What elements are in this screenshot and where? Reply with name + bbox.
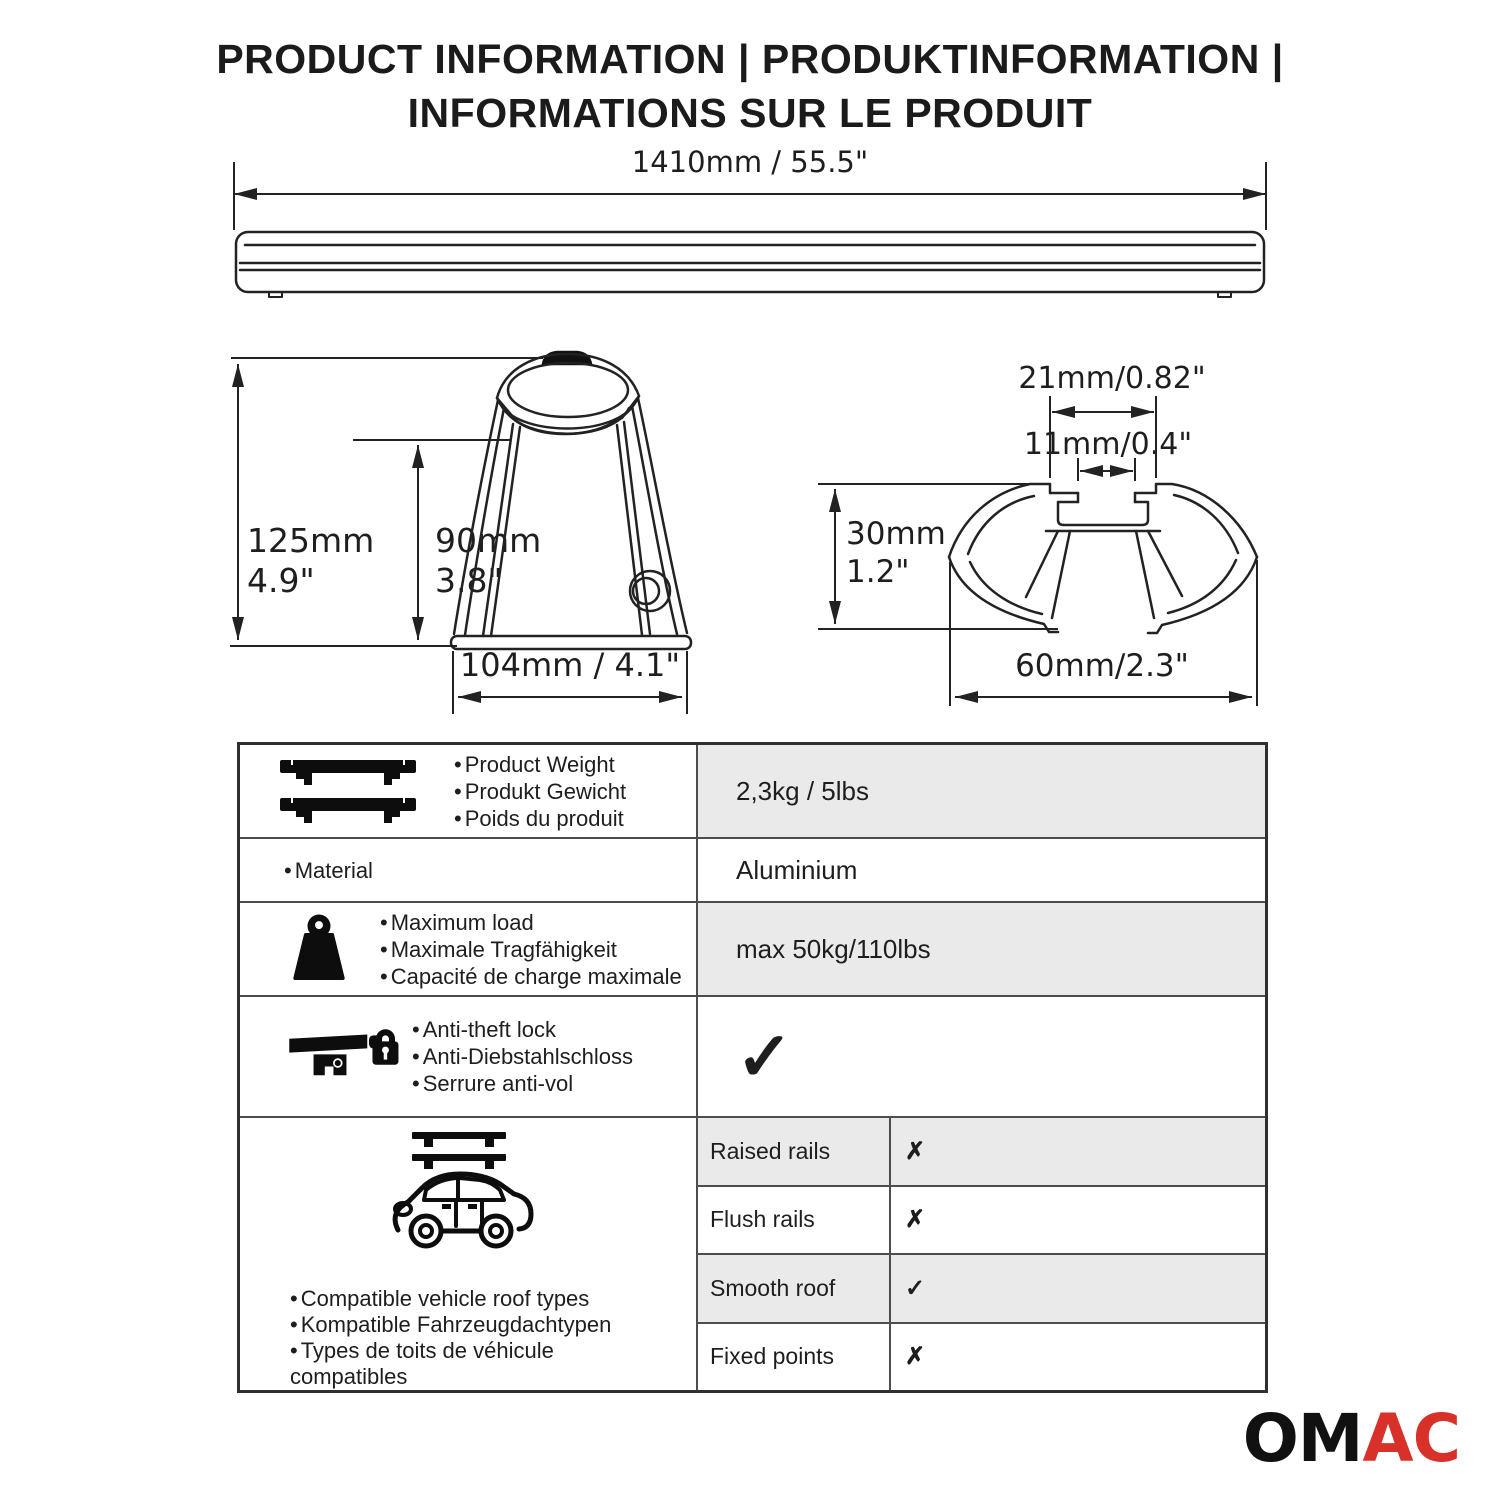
crossbars-icon (278, 754, 418, 828)
page-title-line-1: PRODUCT INFORMATION | PRODUKTINFORMATION | (216, 36, 1284, 82)
profile-width: 60mm/2.3" (1015, 648, 1189, 684)
foot-height-in: 4.9" (247, 561, 315, 600)
max-load-label-en: • Maximum load (380, 909, 682, 936)
table-row-roof-types (240, 1118, 1265, 1390)
table-row-max-load (240, 903, 1265, 997)
weight-value: 2,3kg / 5lbs (698, 745, 1265, 837)
weight-icon (288, 911, 350, 987)
anti-theft-label-de: • Anti-Diebstahlschloss (412, 1043, 633, 1070)
weight-label-en: • Product Weight (454, 751, 626, 778)
roof-type-label: Raised rails (698, 1118, 891, 1185)
table-row-material (240, 839, 1265, 903)
omac-logo-red-part: AC (1362, 1400, 1460, 1477)
crossbar-length-diagram (225, 142, 1275, 322)
roof-type-label: Flush rails (698, 1187, 891, 1254)
page-title-line-2: INFORMATIONS SUR LE PRODUIT (407, 90, 1093, 136)
max-load-label-fr: • Capacité de charge maximale (380, 963, 682, 990)
omac-logo (1242, 1400, 1460, 1477)
roof-type-row-flush-rails (698, 1187, 1265, 1256)
material-value: Aluminium (736, 854, 858, 885)
foot-upper-height-in: 3.8" (435, 561, 503, 600)
roof-type-row-fixed-points (698, 1324, 1265, 1391)
mounting-foot-drawing (451, 352, 691, 649)
table-row-anti-theft (240, 997, 1265, 1118)
roof-type-row-smooth-roof (698, 1255, 1265, 1324)
car-roof-rack-icon (384, 1130, 534, 1280)
spec-table (237, 742, 1268, 1393)
roof-type-value: ✓ (905, 1274, 926, 1302)
profile-height-in: 1.2" (846, 554, 910, 590)
crossbar-drawing (236, 232, 1264, 297)
weight-label-fr: • Poids du produit (454, 805, 626, 832)
roof-types-label-de: • Kompatible Fahrzeugdachtypen (290, 1312, 696, 1338)
bar-cross-section-diagram (790, 350, 1290, 710)
roof-type-value: ✗ (905, 1137, 926, 1165)
roof-type-value: ✗ (905, 1206, 926, 1234)
roof-types-label-fr-cont: compatibles (290, 1364, 408, 1389)
table-row-weight (240, 745, 1265, 839)
profile-cavity-width: 21mm/0.82" (1018, 361, 1206, 396)
mounting-foot-diagram (225, 340, 725, 720)
profile-height-mm: 30mm (846, 516, 946, 552)
roof-types-label-en: • Compatible vehicle roof types (290, 1286, 696, 1312)
roof-type-value: ✗ (905, 1343, 926, 1371)
profile-slot-width: 11mm/0.4" (1023, 427, 1193, 462)
lock-icon (282, 1018, 404, 1096)
anti-theft-check: ✓ (736, 1018, 793, 1095)
roof-type-label: Fixed points (698, 1324, 891, 1391)
omac-logo-black-part: OM (1242, 1400, 1363, 1477)
roof-type-row-raised-rails (698, 1118, 1265, 1187)
foot-upper-height-mm: 90mm (435, 521, 542, 560)
weight-label-de: • Produkt Gewicht (454, 778, 626, 805)
bar-length-dimension: 1410mm / 55.5" (631, 145, 869, 179)
anti-theft-label-fr: • Serrure anti-vol (412, 1070, 633, 1097)
cross-section-drawing (949, 484, 1257, 633)
anti-theft-label-en: • Anti-theft lock (412, 1016, 633, 1043)
page-title (0, 32, 1500, 140)
foot-base-width: 104mm / 4.1" (459, 646, 681, 684)
material-label: • Material (284, 857, 373, 884)
foot-height-mm: 125mm (247, 521, 375, 560)
max-load-label-de: • Maximale Tragfähigkeit (380, 936, 682, 963)
roof-types-label-fr: • Types de toits de véhicule (290, 1338, 696, 1364)
roof-type-label: Smooth roof (698, 1255, 891, 1322)
max-load-value: max 50kg/110lbs (698, 903, 1265, 995)
